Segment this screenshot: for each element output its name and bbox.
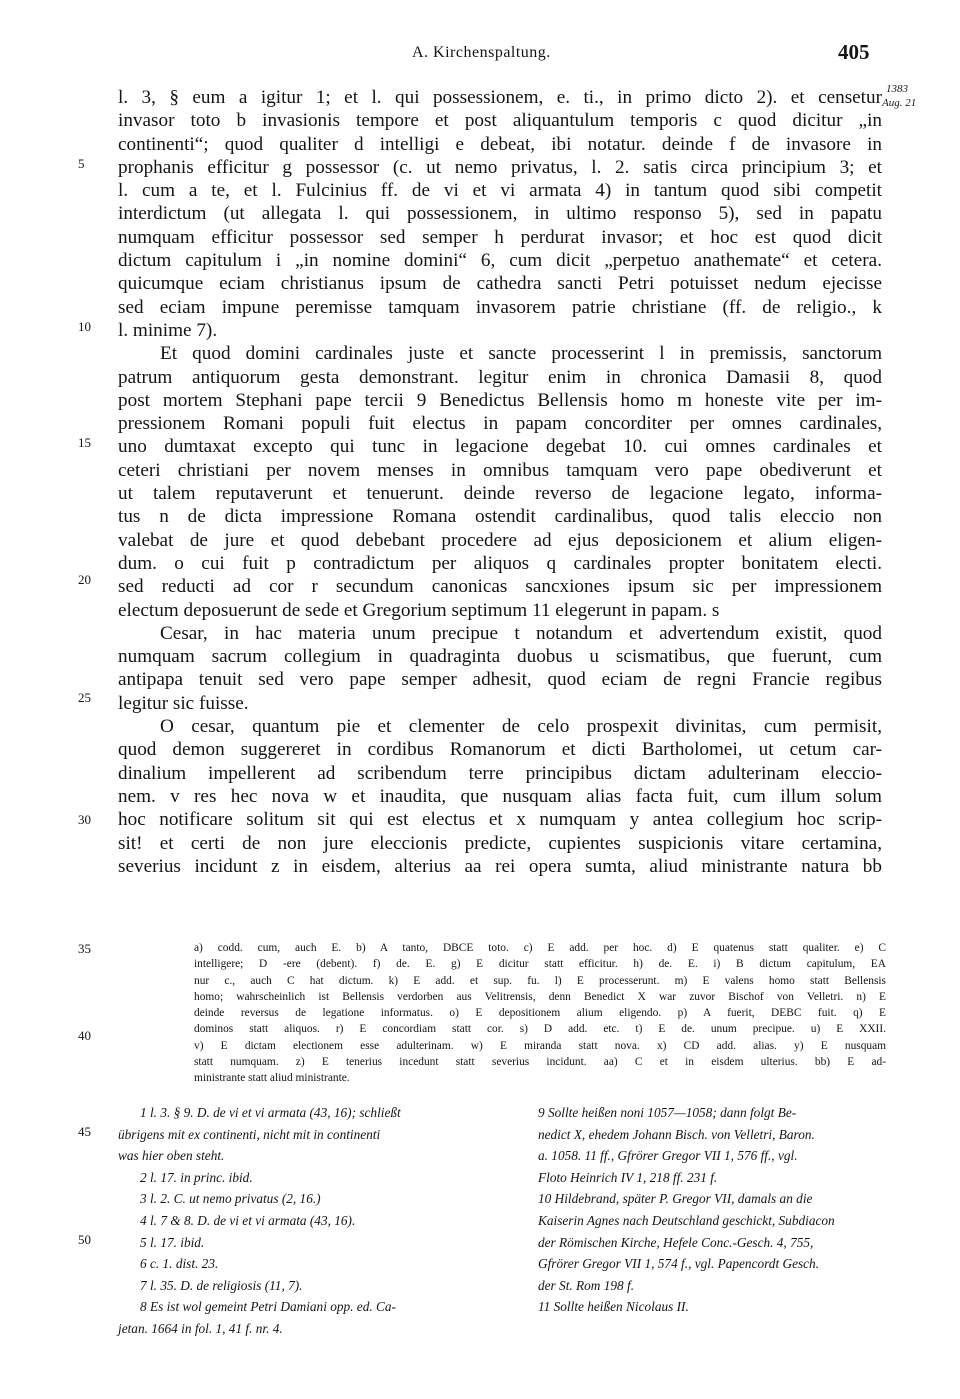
footnote-line: Floto Heinrich IV 1, 218 ff. 231 f. xyxy=(538,1169,718,1185)
text-line: numquam efficitur possessor sed semper h perdurat invasor; et hoc est quod dicit xyxy=(118,226,882,248)
line-number: 45 xyxy=(78,1124,91,1139)
text-line: numquam sacrum collegium in quadraginta duobus u scismatibus, que fuerunt, cum xyxy=(118,646,882,668)
text-line: sit! et certi de non jure eleccionis predicte, cupientes suspicionis vitare certamina, xyxy=(118,832,882,854)
text-line: dictum capitulum i „in nomine domini“ 6, cum dicit „perpetuo anathemate“ et cetera. xyxy=(118,250,882,272)
paragraph-start: Et quod domini cardinales juste et sancte processerint l in premissis, sanctorum xyxy=(160,343,882,365)
paragraph-start: O cesar, quantum pie et clementer de celo prospexit divinitas, cum permisit, xyxy=(160,716,882,738)
text-line: legitur sic fuisse. xyxy=(118,692,249,714)
footnote-line: jetan. 1664 in fol. 1, 41 f. nr. 4. xyxy=(118,1320,283,1336)
text-line: sed eciam impune peremisse tamquam invasorem patrie christiane (ff. de religio., k xyxy=(118,296,882,318)
margin-date-note xyxy=(882,82,932,110)
footnote-line: 6 c. 1. dist. 23. xyxy=(140,1256,219,1272)
apparatus-line: nur c., auch C hat dictum. k) E add. et sup. fu. l) E processerunt. m) E valens homo statt Bellensis xyxy=(194,974,886,987)
text-line: quicumque eciam christianus ipsum de cathedra sancti Petri potuisset nedum ejecisse xyxy=(118,273,882,295)
text-line: ceteri christiani per novem menses in omnibus tamquam vero pape obediverunt et xyxy=(118,459,882,481)
text-line: severius incidunt z in eisdem, alterius aa rei opera sumta, aliud ministrante natura bb xyxy=(118,855,882,877)
apparatus-line: dominos statt aliquos. r) E concordiam statt cor. s) D add. etc. t) E de. unum precipue. u) E XXII. xyxy=(194,1023,886,1036)
paragraph-start: Cesar, in hac materia unum precipue t notandum et advertendum existit, quod xyxy=(160,622,882,644)
line-number: 50 xyxy=(78,1232,91,1247)
text-line: electum deposuerunt de sede et Gregorium septimum 11 elegerunt in papam. s xyxy=(118,599,720,621)
footnote-line: 7 l. 35. D. de religiosis (11, 7). xyxy=(140,1277,303,1293)
text-line: nem. v res hec nova w et inaudita, que nusquam alias facta fuit, cum illum solum xyxy=(118,785,882,807)
text-line: dum. o cui fuit p contradictum per aliquos q cardinales propter bonitatem electi. xyxy=(118,552,882,574)
footnote-line: Kaiserin Agnes nach Deutschland geschickt, Subdiacon xyxy=(538,1212,835,1228)
text-line: dinalium impellerent ad scribendum terre principibus dictam adulterinam eleccio- xyxy=(118,762,882,784)
text-line: l. 3, § eum a igitur 1; et l. qui possessionem, e. ti., in primo dicto 2). et censetur xyxy=(118,87,882,108)
running-title: A. Kirchenspaltung. xyxy=(412,44,551,61)
text-line: post mortem Stephani pape tercii 9 Benedictus Bellensis homo m honeste vite per im- xyxy=(118,389,882,411)
page-header xyxy=(0,40,960,70)
text-line: l. cum a te, et l. Fulcinius ff. de vi et vi armata 4) in tantum quod sibi competit xyxy=(118,180,882,202)
text-line: uno dumtaxat excepto qui tunc in legacione degebat 10. cui omnes cardinales et xyxy=(118,436,882,458)
text-line: hoc notificare solitum sit qui est electus et x numquam y antea collegium hoc scrip- xyxy=(118,809,882,831)
line-number: 35 xyxy=(78,941,91,956)
footnote-line: 10 Hildebrand, später P. Gregor VII, damals an die xyxy=(538,1191,813,1207)
apparatus-line: deinde reversus de legatione informatus. o) E depositionem alium eligendo. p) A fuerit, DEBC fuit. q) E xyxy=(194,1007,886,1020)
main-text xyxy=(118,86,882,878)
footnote-line: was hier oben steht. xyxy=(118,1148,225,1164)
text-line: pressionem Romani populi fuit electus in papam concorditer per omnes cardinales, xyxy=(118,413,882,435)
text-line: quod demon suggereret in cordibus Romanorum et dicti Bartholomei, ut cetum car- xyxy=(118,739,882,761)
text-line: l. minime 7). xyxy=(118,319,218,341)
line-number: 10 xyxy=(78,319,91,334)
apparatus-line: homo; wahrscheinlich ist Bellensis verdorben aus Velitrensis, denn Benedict X war zuvor Bischof von Velletri. n) E xyxy=(194,990,886,1003)
critical-apparatus xyxy=(194,940,886,1087)
text-line: invasor toto b invasionis tempore et post aliquantulum temporis c quod dicitur „in xyxy=(118,110,882,132)
line-number: 25 xyxy=(78,690,91,705)
apparatus-line: a) codd. cum, auch E. b) A tanto, DBCE toto. c) E add. per hoc. d) E quatenus statt qualiter. e) C xyxy=(194,942,886,954)
apparatus-line: ministrante statt aliud ministrante. xyxy=(194,1072,350,1085)
line-number: 20 xyxy=(78,572,91,587)
footnotes-left-column xyxy=(118,1102,494,1340)
footnote-line: 2 l. 17. in princ. ibid. xyxy=(140,1169,253,1185)
text-line: interdictum (ut allegata l. qui possessionem, in ultimo responso 5), sed in papatu xyxy=(118,203,882,225)
footnote-line: 5 l. 17. ibid. xyxy=(140,1234,205,1250)
footnote-line: 11 Sollte heißen Nicolaus II. xyxy=(538,1299,689,1315)
line-number: 5 xyxy=(78,156,85,171)
text-line: prophanis efficitur g possessor (c. ut nemo privatus, l. 2. satis circa principium 3; et xyxy=(118,156,882,178)
footnote-line: 9 Sollte heißen noni 1057—1058; dann folgt Be- xyxy=(538,1105,797,1120)
margin-day: Aug. 21 xyxy=(882,97,917,109)
apparatus-line: intelligere; D -ere (debent). f) de. E. g) E dicitur statt efficitur. h) de. E. i) B dictum capitulum, EA xyxy=(194,958,886,971)
apparatus-line: statt numquam. z) E tenerius incedunt statt severius incidunt. aa) C et in eisdem ulterius. bb) E ad- xyxy=(194,1056,886,1069)
text-line: sed reducti ad cor r secundum canonicas sancxiones ipsum sic per impressionem xyxy=(118,576,882,598)
footnote-line: der Römischen Kirche, Hefele Conc.-Gesch. 4, 755, xyxy=(538,1234,814,1250)
text-line: patrum antiquorum gesta demonstrant. legitur enim in chronica Damasii 8, quod xyxy=(118,366,882,388)
footnote-line: 3 l. 2. C. ut nemo privatus (2, 16.) xyxy=(140,1191,321,1207)
footnote-line: 1 l. 3. § 9. D. de vi et vi armata (43, 16); schließt xyxy=(140,1105,401,1120)
footnote-line: Gfrörer Gregor VII 1, 574 f., vgl. Papencordt Gesch. xyxy=(538,1256,820,1272)
text-line: tus n de dicta impressione Romana ostendit cardinalibus, quod talis eleccio non xyxy=(118,506,882,528)
line-number: 30 xyxy=(78,812,91,827)
footnote-line: a. 1058. 11 ff., Gfrörer Gregor VII 1, 576 ff., vgl. xyxy=(538,1148,798,1164)
margin-year: 1383 xyxy=(886,83,908,95)
apparatus-line: v) E dictam electionem esse adulterinam. w) E miranda statt nova. x) CD add. alias. y) E nusquam xyxy=(194,1039,886,1052)
footnote-line: übrigens mit ex continenti, nicht mit in continenti xyxy=(118,1126,381,1142)
footnote-line: 8 Es ist wol gemeint Petri Damiani opp. ed. Ca- xyxy=(140,1299,396,1315)
text-line: valebat de jure et quod debebant procedere ad ejus deposicionem et alium eligen- xyxy=(118,529,882,551)
page-number: 405 xyxy=(838,40,870,64)
footnote-line: der St. Rom 198 f. xyxy=(538,1277,635,1293)
footnote-line: nedict X, ehedem Johann Bisch. von Velletri, Baron. xyxy=(538,1126,815,1142)
text-line: ut talem reputaverunt et tenuerunt. deinde reverso de legacione legato, informa- xyxy=(118,483,882,505)
line-number: 40 xyxy=(78,1028,91,1043)
line-number: 15 xyxy=(78,435,91,450)
text-line: continenti“; quod qualiter d intelligi e debeat, ibi notatur. deinde f de invasore in xyxy=(118,133,882,155)
footnote-line: 4 l. 7 & 8. D. de vi et vi armata (43, 16). xyxy=(140,1212,356,1228)
footnotes-right-column xyxy=(538,1102,890,1318)
text-line: antipapa tenuit sed vero pape semper adhesit, quod eciam de regni Francie regibus xyxy=(118,669,882,691)
